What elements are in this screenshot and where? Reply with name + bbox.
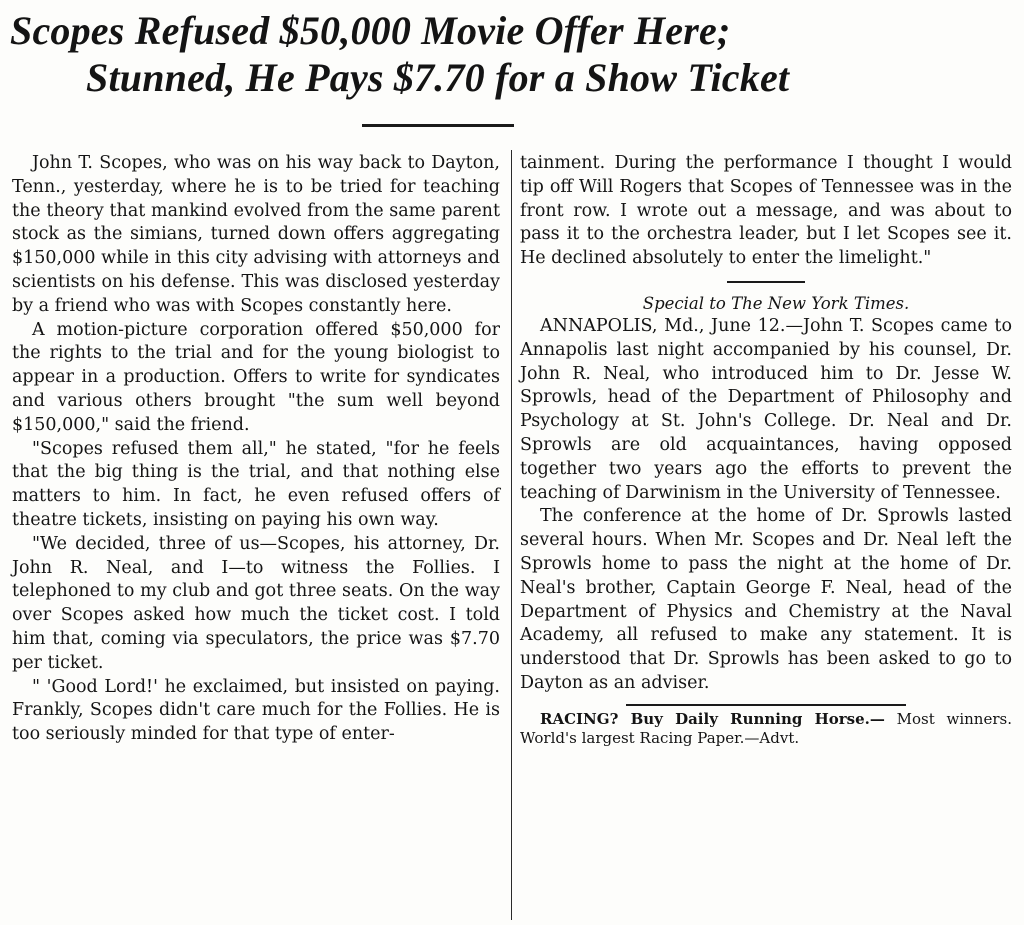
headline-rule — [362, 124, 514, 127]
left-column — [12, 152, 500, 747]
byline: Special to The New York Times. — [642, 293, 910, 313]
paragraph: "Scopes refused them all," he stated, "for he feels that the big thing is the trial, and that nothing else matters to him. In fact, he even refused offers of theatre tickets, insisting on paying his own way. — [12, 438, 500, 530]
paragraph: " 'Good Lord!' he exclaimed, but insisted on paying. Frankly, Scopes didn't care much for the Follies. He is too seriously minded for that type of enter- — [12, 676, 500, 745]
advertisement — [520, 710, 1012, 748]
headline-line-2: Stunned, He Pays $7.70 for a Show Ticket — [86, 55, 790, 100]
advertisement-rule — [626, 704, 906, 706]
advertisement-heading: RACING? Buy Daily Running Horse.— — [540, 709, 885, 728]
paragraph-continuation: tainment. During the performance I thought I would tip off Will Rogers that Scopes of Tennessee was in the front row. I wrote out a message, and was about to pass it to the orchestra leader, but I let Scopes see it. He declined absolutely to enter the limelight." — [520, 153, 1012, 269]
right-column — [520, 152, 1012, 748]
dateline-paragraph: ANNAPOLIS, Md., June 12.—John T. Scopes came to Annapolis last night accompanied by his counsel, Dr. John R. Neal, who introduced him to Dr. Jesse W. Sprowls, head of the Department of Philosophy and Psychology at St. John's College. Dr. Neal and Dr. Sprowls are old acquaintances, having opposed together two years ago the efforts to prevent the teaching of Darwinism in the University of Tennessee. — [520, 315, 1012, 503]
headline-line-1: Scopes Refused $50,000 Movie Offer Here; — [10, 8, 731, 53]
advertisement-body: Most winners. World's largest Racing Paper.—Advt. — [520, 709, 1012, 747]
paragraph: A motion-picture corporation offered $50,000 for the rights to the trial and for the young biologist to appear in a production. Offers to write for syndicates and various others brought "the sum well beyond $150,000," said the friend. — [12, 319, 500, 435]
section-rule — [727, 281, 805, 283]
paragraph: John T. Scopes, who was on his way back to Dayton, Tenn., yesterday, where he is to be tried for teaching the theory that mankind evolved from the same parent stock as the simians, turned down offers aggregating $150,000 while in this city advising with attorneys and scientists on his defense. This was disclosed yesterday by a friend who was with Scopes constantly here. — [12, 153, 500, 316]
paragraph: The conference at the home of Dr. Sprowls lasted several hours. When Mr. Scopes and Dr. Neal left the Sprowls home to pass the night at the home of Dr. Neal's brother, Captain George F. Neal, head of the Department of Physics and Chemistry at the Naval Academy, all refused to make any statement. It is understood that Dr. Sprowls has been asked to go to Dayton as an adviser. — [520, 506, 1012, 693]
column-divider — [511, 150, 512, 920]
paragraph: "We decided, three of us—Scopes, his attorney, Dr. John R. Neal, and I—to witness the Follies. I telephoned to my club and got three seats. On the way over Scopes asked how much the ticket cost. I told him that, coming via speculators, the price was $7.70 per ticket. — [12, 533, 500, 673]
